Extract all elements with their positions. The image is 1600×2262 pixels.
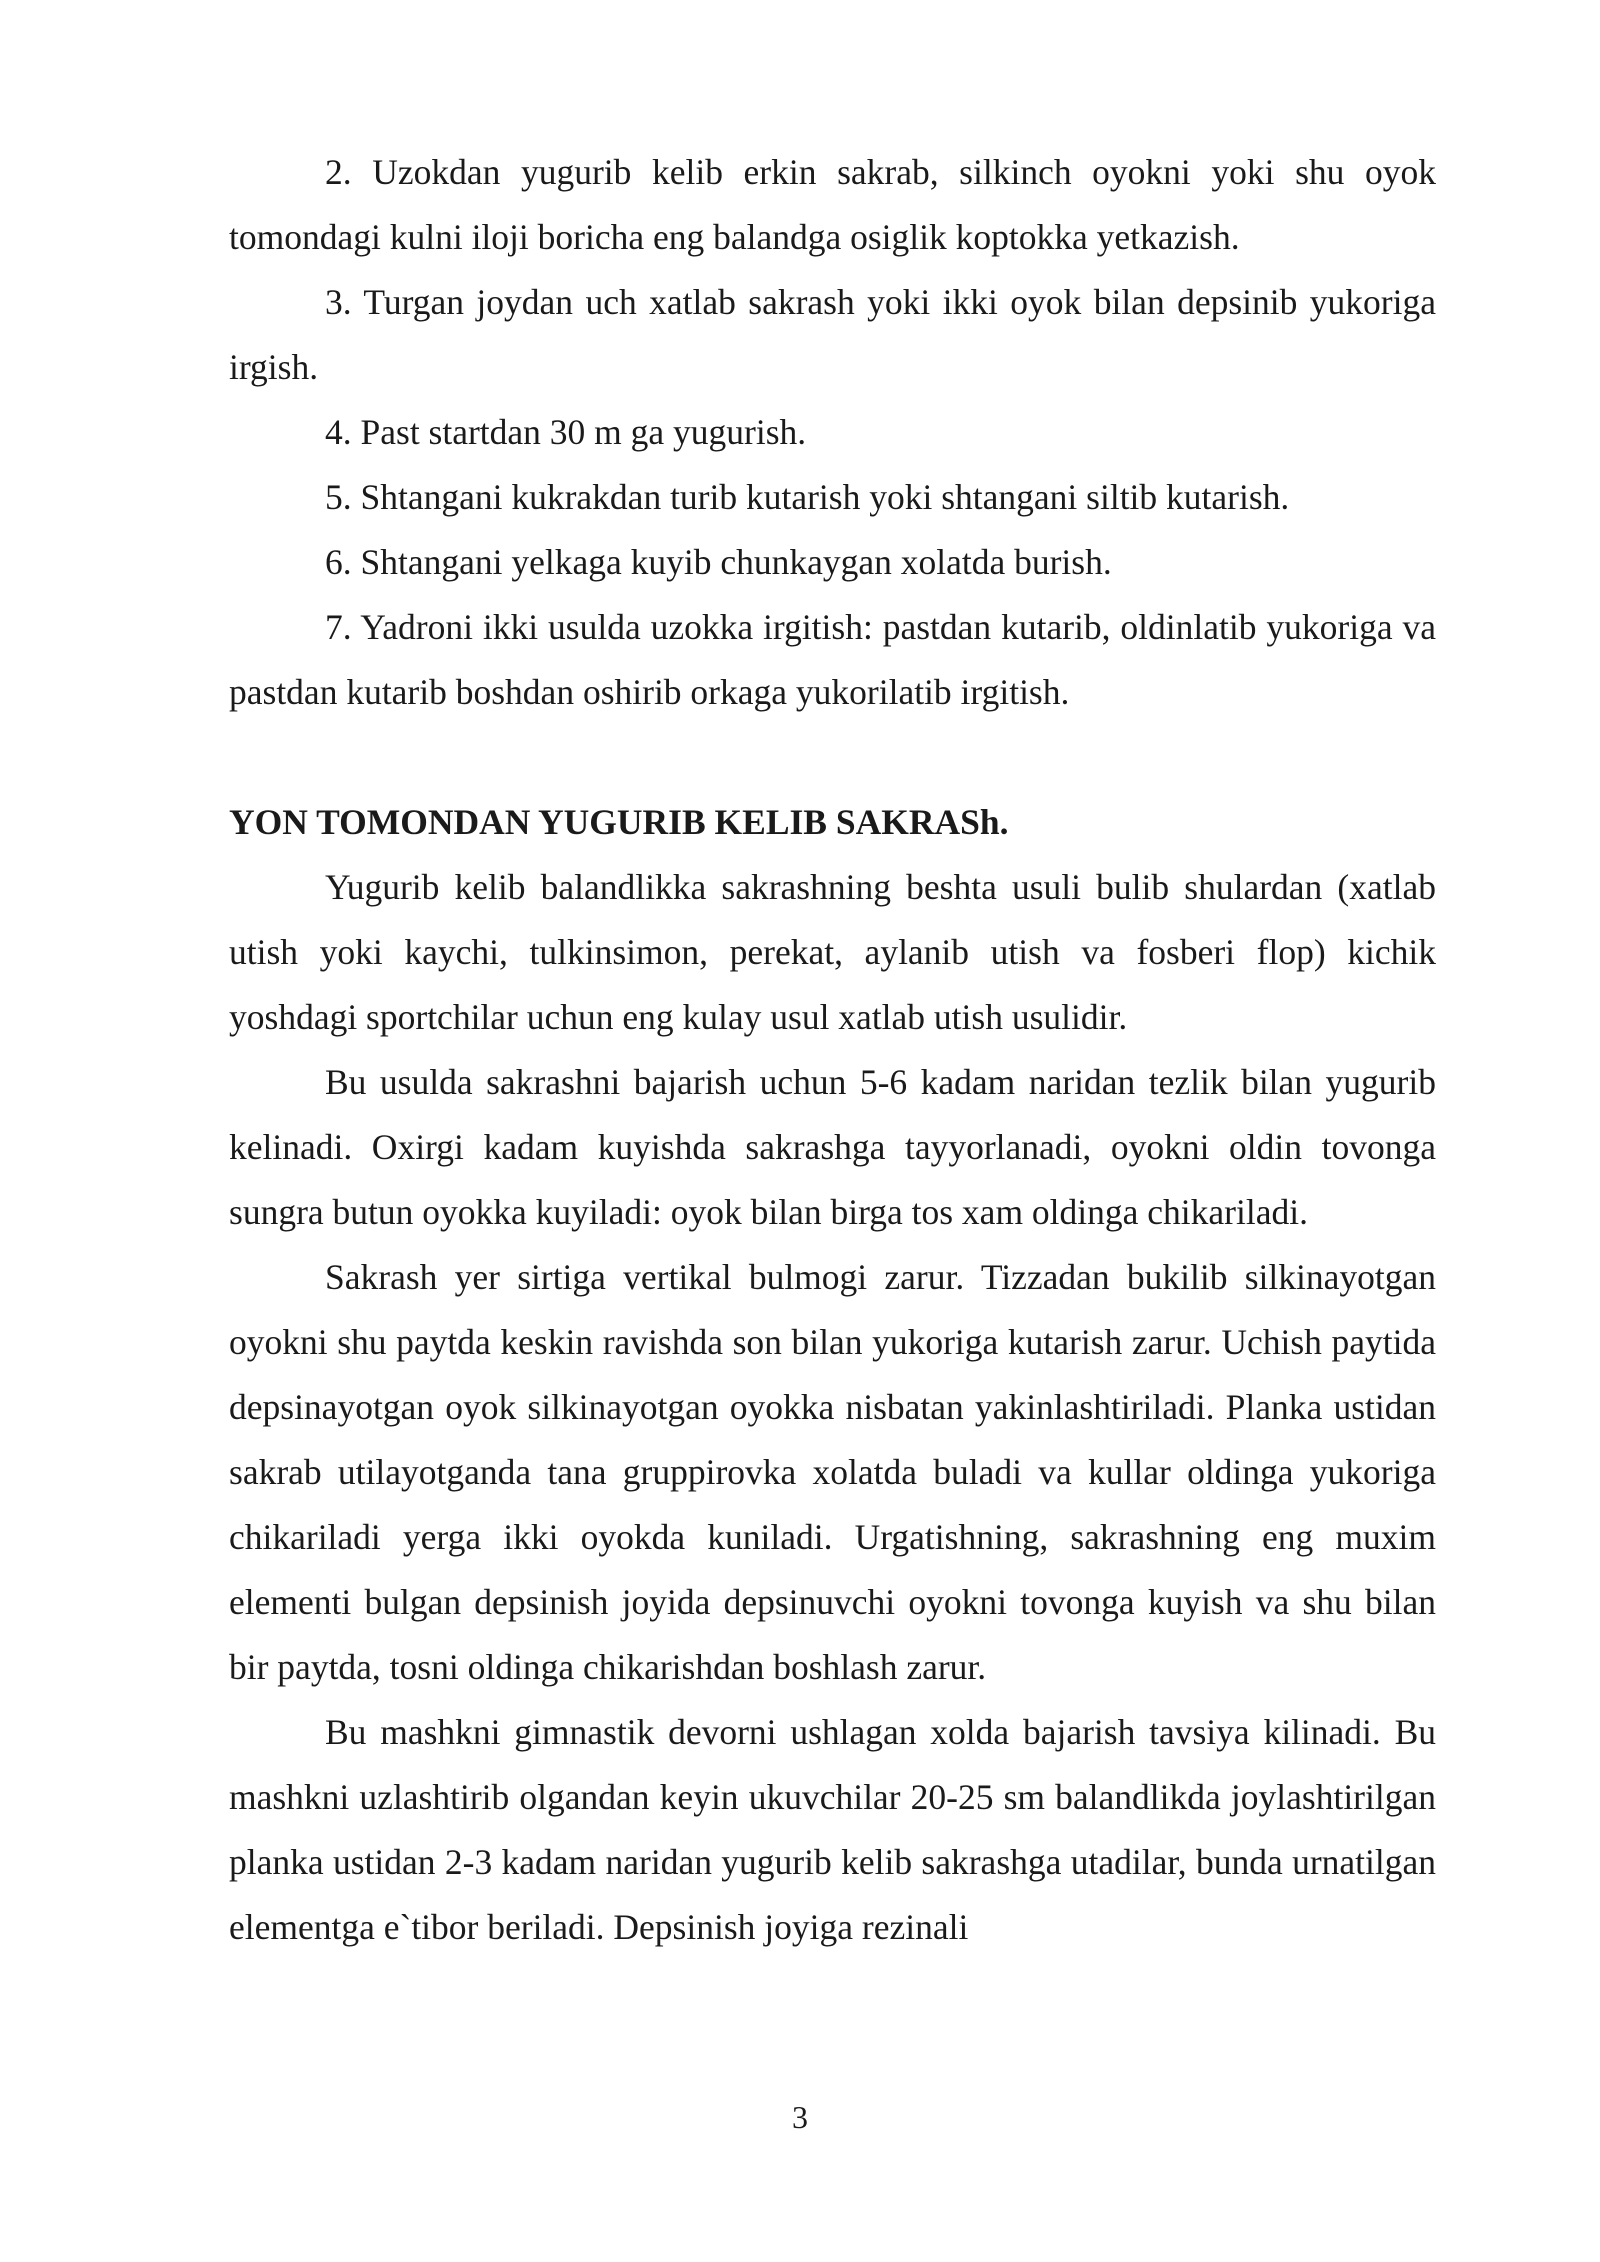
section [229,790,1436,1960]
section-heading: YON TOMONDAN YUGURIB KELIB SAKRASh. [229,802,1009,842]
list-item: 2. Uzokdan yugurib kelib erkin sakrab, silkinch oyokni yoki shu oyok tomondagi kulni iloji boricha eng balandga osiglik koptokka yetkazish. [229,152,1436,257]
page-number: 3 [792,2099,808,2135]
paragraph: Sakrash yer sirtiga vertikal bulmogi zarur. Tizzadan bukilib silkinayotgan oyokni shu paytda keskin ravishda son bilan yukoriga kutarish zarur. Uchish paytida depsinayotgan oyok silkinayotgan oyokka nisbatan yakinlashtiriladi. Planka ustidan sakrab utilayotganda tana gruppirovka xolatda buladi va kullar oldinga yukoriga chikariladi yerga ikki oyokda kuniladi. Urgatishning, sakrashning eng muxim elementi bulgan depsinish joyida depsinuvchi oyokni tovonga kuyish va shu bilan bir paytda, tosni oldinga chikarishdan boshlash zarur. [229,1257,1436,1687]
document-page [229,140,1436,1960]
exercise-list [229,140,1436,725]
list-item: 6. Shtangani yelkaga kuyib chunkaygan xolatda burish. [325,542,1112,582]
list-item: 5. Shtangani kukrakdan turib kutarish yoki shtangani siltib kutarish. [325,477,1290,517]
paragraph: Yugurib kelib balandlikka sakrashning beshta usuli bulib shulardan (xatlab utish yoki kaychi, tulkinsimon, perekat, aylanib utish va fosberi flop) kichik yoshdagi sportchilar uchun eng kulay usul xatlab utish usulidir. [229,867,1436,1037]
paragraph: Bu mashkni gimnastik devorni ushlagan xolda bajarish tavsiya kilinadi. Bu mashkni uzlashtirib olgandan keyin ukuvchilar 20-25 sm balandlikda joylashtirilgan planka ustidan 2-3 kadam naridan yugurib kelib sakrashga utadilar, bunda urnatilgan elementga e`tibor beriladi. Depsinish joyiga rezinali [229,1712,1436,1947]
paragraph: Bu usulda sakrashni bajarish uchun 5-6 kadam naridan tezlik bilan yugurib kelinadi. Oxirgi kadam kuyishda sakrashga tayyorlanadi, oyokni oldin tovonga sungra butun oyokka kuyiladi: oyok bilan birga tos xam oldinga chikariladi. [229,1062,1436,1232]
list-item: 3. Turgan joydan uch xatlab sakrash yoki ikki oyok bilan depsinib yukoriga irgish. [229,282,1436,387]
list-item: 7. Yadroni ikki usulda uzokka irgitish: pastdan kutarib, oldinlatib yukoriga va pastdan kutarib boshdan oshirib orkaga yukorilatib irgitish. [229,607,1436,712]
list-item: 4. Past startdan 30 m ga yugurish. [325,412,807,452]
